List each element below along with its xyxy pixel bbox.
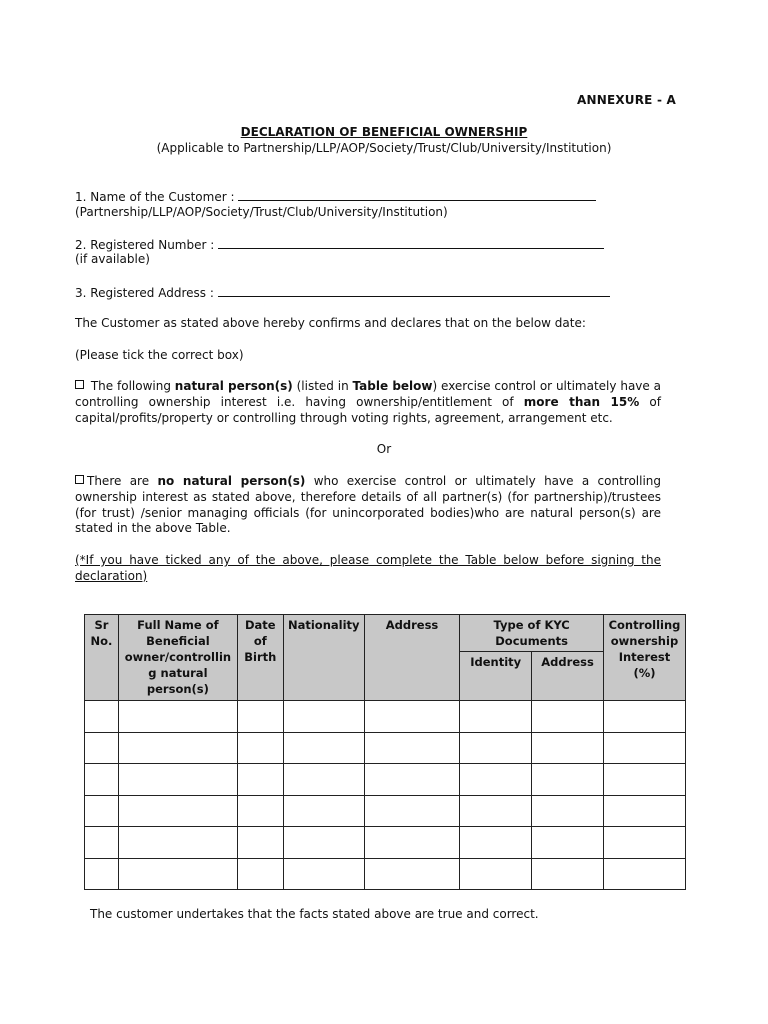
table-cell[interactable] xyxy=(460,858,532,890)
checkbox-option-2[interactable] xyxy=(75,475,84,484)
table-row xyxy=(85,858,686,890)
table-cell[interactable] xyxy=(603,827,685,859)
header-kyc-documents: Type of KYC Documents xyxy=(460,615,604,652)
table-row xyxy=(85,732,686,764)
table-row xyxy=(85,795,686,827)
table-cell[interactable] xyxy=(603,764,685,796)
table-cell[interactable] xyxy=(118,701,237,733)
table-cell[interactable] xyxy=(532,732,604,764)
table-cell[interactable] xyxy=(603,795,685,827)
table-cell[interactable] xyxy=(532,795,604,827)
header-nationality: Nationality xyxy=(283,615,364,701)
undertaking-statement: The customer undertakes that the facts stated above are true and correct. xyxy=(90,907,539,921)
header-sr-no: Sr No. xyxy=(85,615,119,701)
table-cell[interactable] xyxy=(237,701,283,733)
table-cell[interactable] xyxy=(85,827,119,859)
table-row xyxy=(85,827,686,859)
option1-bold-threshold: more than 15% xyxy=(523,394,640,409)
table-cell[interactable] xyxy=(237,795,283,827)
table-header-row xyxy=(85,615,686,652)
header-full-name: Full Name of Beneficial owner/controllin g natural person(s) xyxy=(118,615,237,701)
table-cell[interactable] xyxy=(460,732,532,764)
option2-text: There are xyxy=(87,474,158,488)
table-cell[interactable] xyxy=(85,701,119,733)
option2-bold-no-natural-persons: no natural person(s) xyxy=(157,474,306,488)
table-cell[interactable] xyxy=(603,732,685,764)
option1-text: (listed in xyxy=(292,379,353,393)
table-cell[interactable] xyxy=(460,827,532,859)
customer-name-label: 1. Name of the Customer : xyxy=(75,190,235,204)
reg-address-row xyxy=(75,285,610,300)
reg-number-note: (if available) xyxy=(75,252,150,266)
table-cell[interactable] xyxy=(364,764,460,796)
reg-number-field[interactable] xyxy=(218,237,604,249)
reg-number-label: 2. Registered Number : xyxy=(75,238,215,252)
reg-number-row xyxy=(75,237,604,252)
table-cell[interactable] xyxy=(237,858,283,890)
header-address: Address xyxy=(364,615,460,701)
table-cell[interactable] xyxy=(118,764,237,796)
option2-text: who exercise control or ultimately have a controlling ownership interest as stated above, therefore details of all partner(s) (for partnership)/trustees (for trust) /senior managing officials (for unincorporated bodies)who are natural person(s) are stated in the above Table. xyxy=(75,474,662,536)
table-cell[interactable] xyxy=(85,764,119,796)
table-cell[interactable] xyxy=(532,701,604,733)
option1-text: ) exercise control or ultimately have a controlling ownership interest i.e. having ownership/entitlement of xyxy=(75,379,661,409)
option1-bold-table-below: Table below xyxy=(352,379,433,393)
reg-address-label: 3. Registered Address : xyxy=(75,286,214,300)
table-cell[interactable] xyxy=(283,732,364,764)
table-cell[interactable] xyxy=(85,732,119,764)
header-date-of-birth: Date of Birth xyxy=(237,615,283,701)
or-separator: Or xyxy=(376,442,392,456)
document-title: DECLARATION OF BENEFICIAL OWNERSHIP xyxy=(240,125,528,139)
table-cell[interactable] xyxy=(85,858,119,890)
table-cell[interactable] xyxy=(460,795,532,827)
option1-text: of capital/profits/property or controlling through voting rights, agreement, arrangement etc. xyxy=(75,394,661,425)
option1-bold-natural-persons: natural person(s) xyxy=(174,379,293,393)
table-note: (*If you have ticked any of the above, please complete the Table below before signing the declaration) xyxy=(75,553,661,583)
document-subtitle: (Applicable to Partnership/LLP/AOP/Society/Trust/Club/University/Institution) xyxy=(156,141,612,155)
customer-name-row xyxy=(75,189,596,204)
table-cell[interactable] xyxy=(283,827,364,859)
table-cell[interactable] xyxy=(364,795,460,827)
header-kyc-identity: Identity xyxy=(460,652,532,701)
table-cell[interactable] xyxy=(460,764,532,796)
table-row xyxy=(85,701,686,733)
header-controlling-interest: Controlling ownership Interest (%) xyxy=(603,615,685,701)
table-cell[interactable] xyxy=(118,858,237,890)
annexure-label: ANNEXURE - A xyxy=(576,93,676,107)
customer-name-field[interactable] xyxy=(238,189,596,201)
option-no-natural-persons xyxy=(75,474,661,537)
header-kyc-address: Address xyxy=(532,652,604,701)
table-cell[interactable] xyxy=(85,795,119,827)
table-cell[interactable] xyxy=(237,732,283,764)
option1-text: The following xyxy=(90,379,175,393)
confirm-statement: The Customer as stated above hereby confirms and declares that on the below date: xyxy=(75,316,586,330)
table-cell[interactable] xyxy=(364,858,460,890)
table-cell[interactable] xyxy=(118,732,237,764)
table-cell[interactable] xyxy=(237,827,283,859)
table-cell[interactable] xyxy=(237,764,283,796)
table-cell[interactable] xyxy=(283,764,364,796)
table-cell[interactable] xyxy=(283,795,364,827)
customer-name-note: (Partnership/LLP/AOP/Society/Trust/Club/University/Institution) xyxy=(75,205,448,219)
checkbox-option-1[interactable] xyxy=(75,380,84,389)
tick-instruction: (Please tick the correct box) xyxy=(75,348,244,362)
table-cell[interactable] xyxy=(364,732,460,764)
table-cell[interactable] xyxy=(118,795,237,827)
table-cell[interactable] xyxy=(532,827,604,859)
beneficial-owners-table xyxy=(84,614,686,890)
reg-address-field[interactable] xyxy=(218,285,610,297)
table-cell[interactable] xyxy=(532,764,604,796)
table-cell[interactable] xyxy=(364,701,460,733)
table-cell[interactable] xyxy=(283,701,364,733)
option-natural-persons xyxy=(75,379,661,426)
table-cell[interactable] xyxy=(283,858,364,890)
table-cell[interactable] xyxy=(603,858,685,890)
table-cell[interactable] xyxy=(118,827,237,859)
table-cell[interactable] xyxy=(532,858,604,890)
table-cell[interactable] xyxy=(364,827,460,859)
table-cell[interactable] xyxy=(603,701,685,733)
table-row xyxy=(85,764,686,796)
table-cell[interactable] xyxy=(460,701,532,733)
